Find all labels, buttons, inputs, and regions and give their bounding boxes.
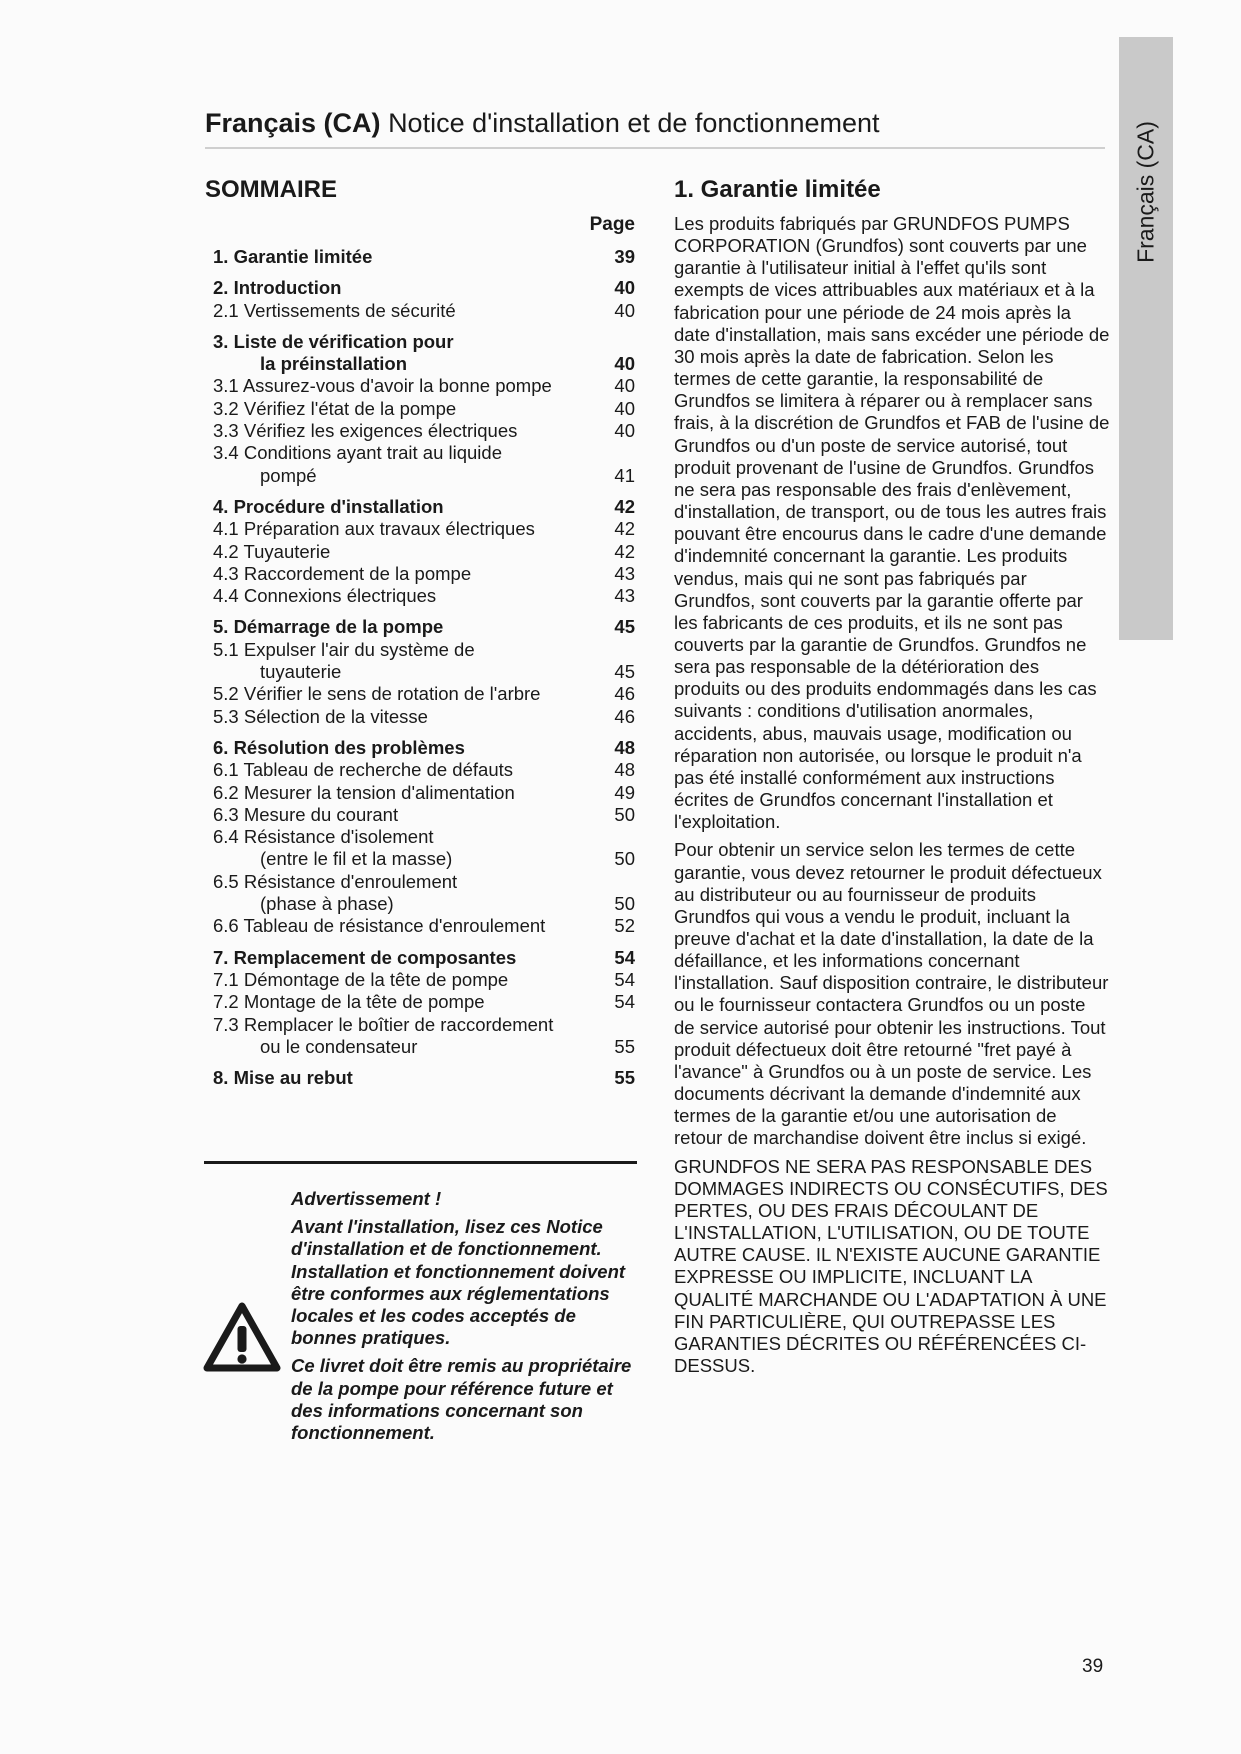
- toc-entry-page: 54: [614, 991, 635, 1013]
- header-divider: [205, 147, 1105, 149]
- toc-entry-text: 7.1 Démontage de la tête de pompe: [213, 968, 509, 990]
- toc-entry-page: 48: [614, 759, 635, 781]
- toc-entry-page: 40: [614, 375, 635, 397]
- toc-entry-text: 4.2 Tuyauterie: [213, 540, 331, 562]
- toc-entry[interactable]: [213, 331, 635, 376]
- toc-entry-page: 50: [614, 848, 635, 870]
- language-side-tab: [1119, 37, 1173, 640]
- table-of-contents: [213, 246, 635, 1089]
- toc-entry-page: 41: [614, 464, 635, 486]
- toc-entry[interactable]: [213, 541, 635, 563]
- toc-entry-page: 39: [614, 246, 635, 267]
- toc-entry-page: 42: [614, 540, 635, 562]
- page-header: [205, 106, 1105, 140]
- toc-entry[interactable]: [213, 804, 635, 826]
- toc-entry-page: 49: [614, 781, 635, 803]
- toc-entry[interactable]: [213, 947, 635, 969]
- toc-entry-text: 8. Mise au rebut: [213, 1067, 353, 1089]
- toc-entry-text: 3.1 Assurez-vous d'avoir la bonne pompe: [213, 375, 552, 397]
- toc-entry-text: 1. Garantie limitée: [213, 246, 373, 267]
- toc-page-label: Page: [589, 214, 635, 235]
- toc-entry-page: 40: [614, 299, 635, 321]
- warning-block: [291, 1188, 636, 1450]
- toc-entry[interactable]: [213, 1067, 635, 1089]
- toc-entry[interactable]: [213, 683, 635, 705]
- toc-entry-text-cont: tuyauterie: [260, 661, 342, 683]
- toc-entry-text: 5.3 Sélection de la vitesse: [213, 705, 428, 727]
- header-title: Notice d'installation et de fonctionnement: [388, 108, 880, 138]
- toc-entry[interactable]: [213, 496, 635, 518]
- toc-entry[interactable]: [213, 300, 635, 322]
- toc-entry-text: 2.1 Vertissements de sécurité: [213, 299, 456, 321]
- toc-entry-page: 42: [614, 518, 635, 540]
- toc-entry-page: 46: [614, 705, 635, 727]
- warranty-heading: 1. Garantie limitée: [674, 176, 881, 203]
- toc-entry[interactable]: [213, 442, 635, 487]
- toc-entry[interactable]: [213, 969, 635, 991]
- toc-entry[interactable]: [213, 737, 635, 759]
- toc-entry-text: 6.6 Tableau de résistance d'enroulement: [213, 915, 546, 937]
- toc-entry-text: 4.3 Raccordement de la pompe: [213, 562, 472, 584]
- toc-entry-text: 7.2 Montage de la tête de pompe: [213, 991, 485, 1013]
- toc-entry[interactable]: [213, 375, 635, 397]
- toc-entry-text: 5.1 Expulser l'air du système de: [213, 638, 475, 660]
- toc-entry-text-cont: (entre le fil et la masse): [260, 848, 453, 870]
- toc-entry-page: 52: [614, 915, 635, 937]
- toc-entry-text: 4. Procédure d'installation: [213, 495, 444, 517]
- header-language: Français (CA): [205, 108, 381, 138]
- toc-entry[interactable]: [213, 991, 635, 1013]
- toc-entry-page: 40: [614, 397, 635, 419]
- toc-divider: [204, 1161, 637, 1164]
- toc-entry[interactable]: [213, 826, 635, 871]
- toc-entry-text-cont: (phase à phase): [260, 893, 394, 915]
- toc-entry[interactable]: [213, 420, 635, 442]
- toc-entry-text: 6. Résolution des problèmes: [213, 736, 465, 758]
- warning-heading: Advertissement !: [291, 1188, 442, 1209]
- toc-entry[interactable]: [213, 616, 635, 638]
- toc-entry[interactable]: [213, 639, 635, 684]
- toc-entry-text: 4.4 Connexions électriques: [213, 585, 437, 607]
- page-number: 39: [1082, 1656, 1104, 1677]
- toc-entry[interactable]: [213, 782, 635, 804]
- toc-entry[interactable]: [213, 759, 635, 781]
- toc-entry[interactable]: [213, 563, 635, 585]
- toc-entry-page: 43: [614, 562, 635, 584]
- toc-entry-page: 42: [614, 495, 635, 517]
- toc-title: SOMMAIRE: [205, 176, 337, 203]
- toc-entry-text: 6.1 Tableau de recherche de défauts: [213, 759, 513, 781]
- toc-entry-page: 45: [614, 661, 635, 683]
- toc-entry-text-cont: pompé: [260, 464, 317, 486]
- toc-entry-text: 3.4 Conditions ayant trait au liquide: [213, 442, 502, 464]
- toc-entry-text: 6.4 Résistance d'isolement: [213, 826, 434, 848]
- warning-paragraph: Ce livret doit être remis au propriétaire de la pompe pour référence future et des informations concernant son fonctionnement.: [291, 1355, 632, 1444]
- toc-entry-page: 43: [614, 585, 635, 607]
- toc-entry-text: 4.1 Préparation aux travaux électriques: [213, 518, 535, 540]
- toc-entry-page: 54: [614, 968, 635, 990]
- toc-entry[interactable]: [213, 1014, 635, 1059]
- toc-entry-text-cont: la préinstallation: [260, 353, 408, 375]
- toc-entry-page: 50: [614, 893, 635, 915]
- toc-entry-text-cont: ou le condensateur: [260, 1035, 418, 1057]
- toc-entry-text: 6.5 Résistance d'enroulement: [213, 870, 458, 892]
- toc-entry[interactable]: [213, 706, 635, 728]
- toc-entry-page: 46: [614, 683, 635, 705]
- toc-entry-text: 3. Liste de vérification pour: [213, 330, 454, 352]
- toc-entry[interactable]: [213, 915, 635, 937]
- warning-paragraph: Avant l'installation, lisez ces Notice d'installation et de fonctionnement. Installation et fonctionnement doivent être conformes aux réglementations locales et les codes acceptés de bonnes pratiques.: [291, 1216, 626, 1349]
- toc-entry-text: 3.2 Vérifiez l'état de la pompe: [213, 397, 457, 419]
- toc-entry-text: 5. Démarrage de la pompe: [213, 616, 444, 638]
- toc-entry[interactable]: [213, 585, 635, 607]
- toc-entry-text: 5.2 Vérifier le sens de rotation de l'arbre: [213, 683, 541, 705]
- toc-entry[interactable]: [213, 398, 635, 420]
- warranty-paragraph: GRUNDFOS NE SERA PAS RESPONSABLE DES DOMMAGES INDIRECTS OU CONSÉCUTIFS, DES PERTES, OU DES FRAIS DÉCOULANT DE L'INSTALLATION, L'UTILISATION, OU DE TOUTE AUTRE CAUSE. IL N'EXISTE AUCUNE GARANTIE EXPRESSE OU IMPLICITE, INCLUANT LA QUALITÉ MARCHANDE OU L'ADAPTATION À UNE FIN PARTICULIÈRE, QUI OUTREPASSE LES GARANTIES DÉCRITES OU RÉFÉRENCÉES CI-DESSUS.: [674, 1155, 1108, 1376]
- toc-entry-page: 54: [614, 946, 635, 968]
- toc-entry-page: 40: [614, 277, 635, 299]
- toc-entry-page: 48: [614, 736, 635, 758]
- toc-entry[interactable]: [213, 518, 635, 540]
- toc-entry-page: 45: [614, 616, 635, 638]
- toc-entry-page: 55: [614, 1035, 635, 1057]
- toc-entry-text: 6.2 Mesurer la tension d'alimentation: [213, 781, 515, 803]
- toc-entry[interactable]: [213, 277, 635, 299]
- warning-triangle-icon: [203, 1302, 281, 1372]
- toc-entry[interactable]: [213, 246, 635, 268]
- toc-entry-text: 3.3 Vérifiez les exigences électriques: [213, 420, 518, 442]
- toc-entry-page: 50: [614, 803, 635, 825]
- toc-entry-text: 2. Introduction: [213, 277, 342, 299]
- toc-entry-page: 55: [614, 1067, 635, 1089]
- warranty-paragraph: Les produits fabriqués par GRUNDFOS PUMPS CORPORATION (Grundfos) sont couverts par une garantie à l'utilisateur initial à l'effet qu'ils sont exempts de vices attribuables aux matériaux et à la fabrication pour une période de 24 mois après la date d'installation, mais sans excéder une période de 30 mois après la date de fabrication. Selon les termes de cette garantie, la responsabilité de Grundfos se limitera à réparer ou à remplacer sans frais, à la discrétion de Grundfos et FAB de l'usine de Grundfos ou d'un poste de service autorisé, tout produit provenant de l'usine de Grundfos. Grundfos ne sera pas responsable des frais d'enlèvement, d'installation, de transport, ou de tous les autres frais pouvant être encourus dans le cadre d'une demande d'indemnité concernant la garantie. Les produits vendus, mais qui ne sont pas fabriqués par Grundfos, sont couverts par la garantie offerte par les fabricants de ces produits, et ils ne sont pas couverts par la garantie de Grundfos. Grundfos ne sera pas responsable de la détérioration des produits ou des produits endommagés dans les cas suivants : conditions d'utilisation anormales, accidents, abus, mauvais usage, modification ou réparation non autorisée, ou lorsque le produit n'a pas été installé conformément aux instructions écrites de Grundfos concernant l'installation et l'exploitation.: [674, 213, 1110, 833]
- toc-entry[interactable]: [213, 871, 635, 916]
- toc-entry-page: 40: [614, 353, 635, 375]
- toc-entry-text: 6.3 Mesure du courant: [213, 803, 399, 825]
- toc-entry-text: 7.3 Remplacer le boîtier de raccordement: [213, 1013, 554, 1035]
- side-tab-label: Français (CA): [1132, 121, 1159, 263]
- toc-entry-page: 40: [614, 420, 635, 442]
- warranty-paragraph: Pour obtenir un service selon les termes de cette garantie, vous devez retourner le produit défectueux au distributeur ou au fournisseur de produits Grundfos qui vous a vendu le produit, incluant la preuve d'achat et la date d'installation, la date de la défaillance, et les informations concernant l'installation. Sauf disposition contraire, le distributeur ou le fournisseur contactera Grundfos ou un poste de service autorisé pour obtenir les instructions. Tout produit défectueux doit être retourné "fret payé à l'avance" à Grundfos ou à un poste de service. Les documents décrivant la demande d'indemnité aux termes de la garantie et/ou une autorisation de retour de marchandise doivent être inclus si exigé.: [674, 839, 1109, 1149]
- warranty-section: [674, 175, 1110, 1383]
- toc-entry-text: 7. Remplacement de composantes: [213, 946, 517, 968]
